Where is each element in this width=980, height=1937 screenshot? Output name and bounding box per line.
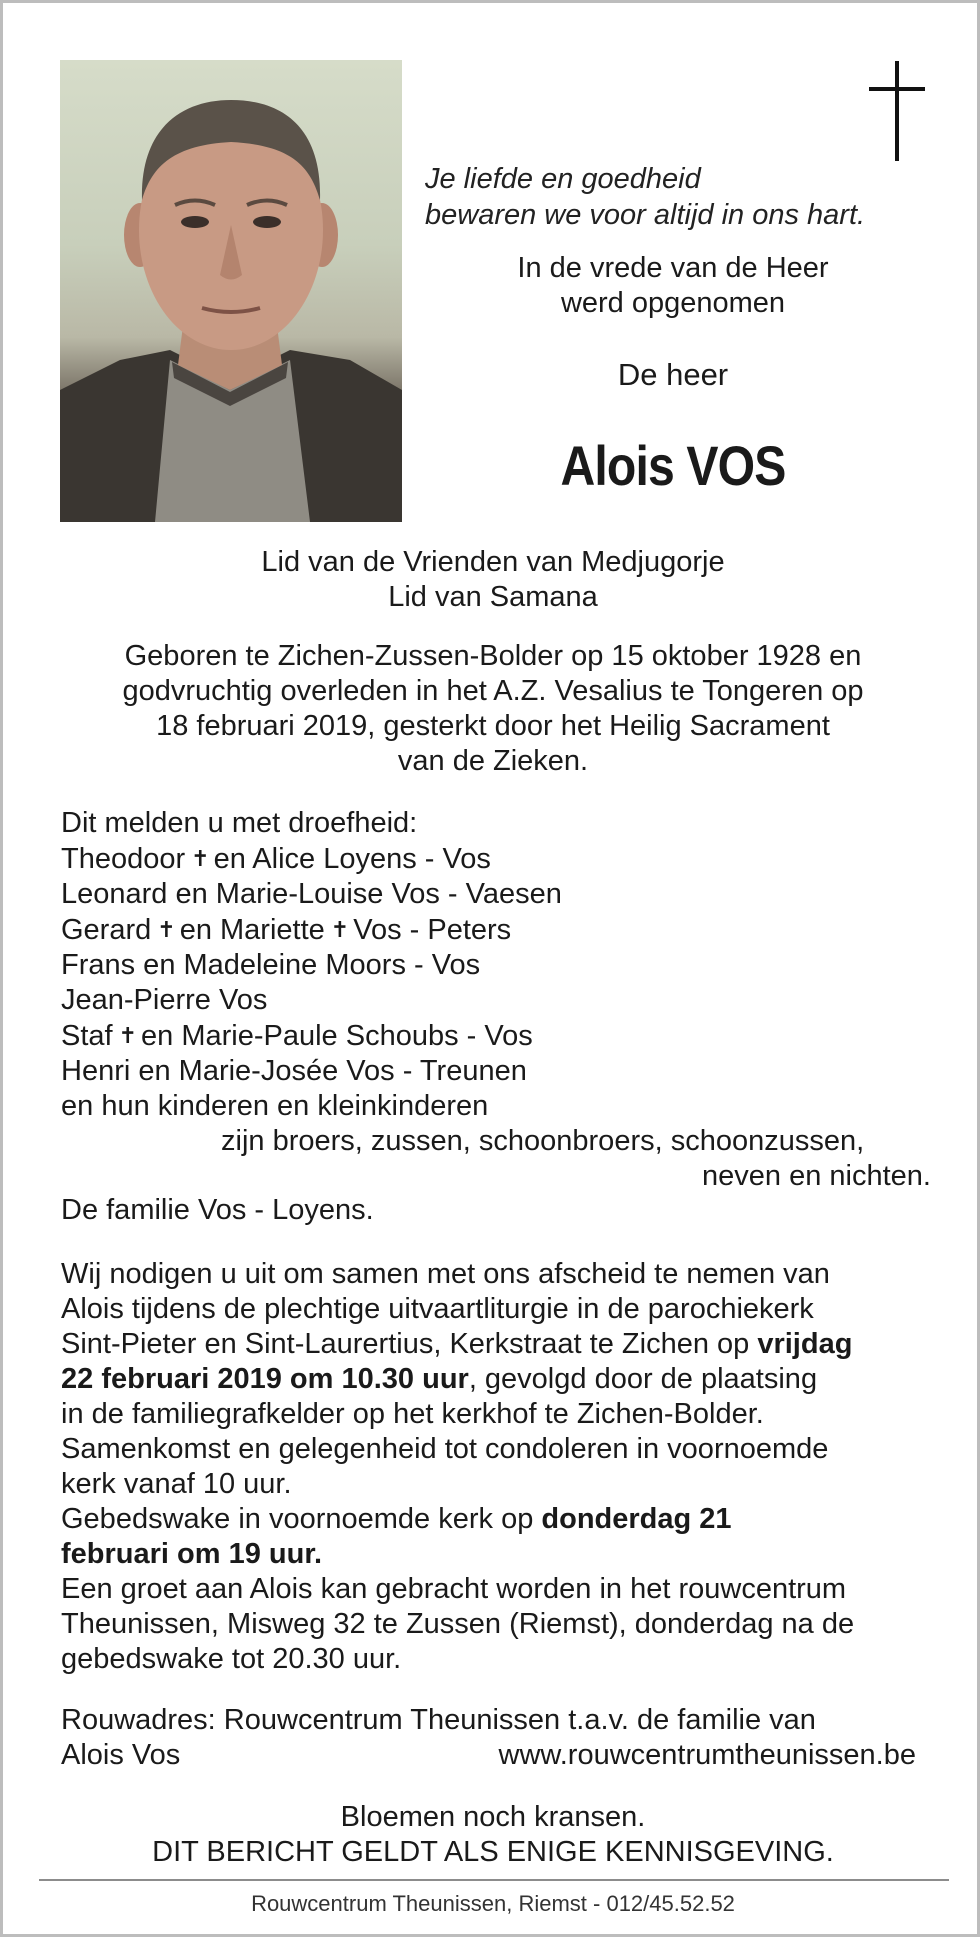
relations-line: neven en nichten. — [702, 1160, 931, 1192]
quote-line: bewaren we voor altijd in ons hart. — [425, 199, 866, 231]
address-line: Alois Vos www.rouwcentrumtheunissen.be — [61, 1739, 916, 1771]
mourner-line: Jean-Pierre Vos — [61, 984, 268, 1016]
dagger-icon: ✝ — [157, 917, 176, 942]
mourner-line: Staf ✝ en Marie-Paule Schoubs - Vos — [61, 1020, 533, 1052]
intro-line: In de vrede van de Heer — [517, 252, 829, 284]
mourner-line: Frans en Madeleine Moors - Vos — [61, 949, 481, 981]
intro-line: werd opgenomen — [560, 287, 786, 319]
invitation-line: Alois tijdens de plechtige uitvaartliturgie in de parochiekerk — [61, 1293, 814, 1325]
mourner-line: en hun kinderen en kleinkinderen — [61, 1090, 489, 1122]
closing-line: DIT BERICHT GELDT ALS ENIGE KENNISGEVING. — [152, 1836, 834, 1868]
dagger-icon: ✝ — [118, 1023, 138, 1048]
invitation — [61, 1257, 931, 1677]
birth-death-text — [43, 639, 943, 779]
mourning-address — [61, 1703, 931, 1773]
relations-line: zijn broers, zussen, schoonbroers, schoonzussen, — [221, 1125, 865, 1157]
portrait-photo — [60, 60, 402, 522]
birth-death-line: van de Zieken. — [397, 745, 589, 777]
family-signature: De familie Vos - Loyens. — [61, 1194, 374, 1226]
birth-death-line: 18 februari 2019, gesterkt door het Heilig Sacrament — [156, 710, 830, 742]
closing-text — [3, 1800, 980, 1870]
deceased-name: Alois VOS — [560, 434, 786, 497]
quote — [425, 161, 945, 233]
divider — [39, 1879, 949, 1881]
closing-line: Bloemen noch kransen. — [340, 1801, 646, 1833]
invitation-line: Theunissen, Misweg 32 te Zussen (Riemst), donderdag na de — [61, 1608, 855, 1640]
funeral-date: 22 februari 2019 om 10.30 uur — [61, 1363, 469, 1395]
vigil-date: februari om 19 uur. — [61, 1538, 323, 1570]
mourner-line: Theodoor ✝ en Alice Loyens - Vos — [61, 843, 491, 875]
quote-line: Je liefde en goedheid — [425, 163, 701, 195]
title-prefix: De heer — [617, 357, 729, 392]
mourner-line: Henri en Marie-Josée Vos - Treunen — [61, 1055, 527, 1087]
announcement-heading: Dit melden u met droefheid: — [61, 807, 418, 839]
membership-line: Lid van de Vrienden van Medjugorje — [261, 546, 725, 578]
invitation-line: Een groet aan Alois kan gebracht worden in het rouwcentrum — [61, 1573, 847, 1605]
funeral-day: vrijdag — [757, 1328, 853, 1360]
invitation-line: Gebedswake in voornoemde kerk op donderdag 21 — [61, 1503, 732, 1535]
invitation-line: kerk vanaf 10 uur. — [61, 1468, 292, 1500]
memberships — [3, 545, 980, 615]
invitation-line: 22 februari 2019 om 10.30 uur, gevolgd door de plaatsing — [61, 1363, 818, 1395]
website-link[interactable]: www.rouwcentrumtheunissen.be — [498, 1739, 916, 1771]
invitation-line: Sint-Pieter en Sint-Laurertius, Kerkstraat te Zichen op vrijdag — [61, 1328, 853, 1360]
mourner-line: Gerard ✝ en Mariette ✝ Vos - Peters — [61, 914, 512, 946]
dagger-icon: ✝ — [191, 846, 210, 871]
cross-icon — [869, 61, 925, 161]
invitation-line: Wij nodigen u uit om samen met ons afscheid te nemen van — [61, 1258, 830, 1290]
dagger-icon: ✝ — [330, 917, 350, 942]
birth-death-line: Geboren te Zichen-Zussen-Bolder op 15 oktober 1928 en — [124, 640, 862, 672]
membership-line: Lid van Samana — [388, 581, 598, 613]
address-line: Rouwadres: Rouwcentrum Theunissen t.a.v. de familie van — [61, 1704, 816, 1736]
birth-death-line: godvruchtig overleden in het A.Z. Vesalius te Tongeren op — [122, 675, 864, 707]
vigil-day: donderdag 21 — [541, 1503, 732, 1535]
footer-funeral-home: Rouwcentrum Theunissen, Riemst - 012/45.52.52 — [251, 1891, 735, 1916]
mourner-line: Leonard en Marie-Louise Vos - Vaesen — [61, 878, 562, 910]
invitation-line: gebedswake tot 20.30 uur. — [61, 1643, 402, 1675]
intro-text — [433, 251, 913, 321]
invitation-line: in de familiegrafkelder op het kerkhof te Zichen-Bolder. — [61, 1398, 764, 1430]
invitation-line: Samenkomst en gelegenheid tot condoleren in voornoemde — [61, 1433, 829, 1465]
announcement — [61, 806, 931, 1194]
